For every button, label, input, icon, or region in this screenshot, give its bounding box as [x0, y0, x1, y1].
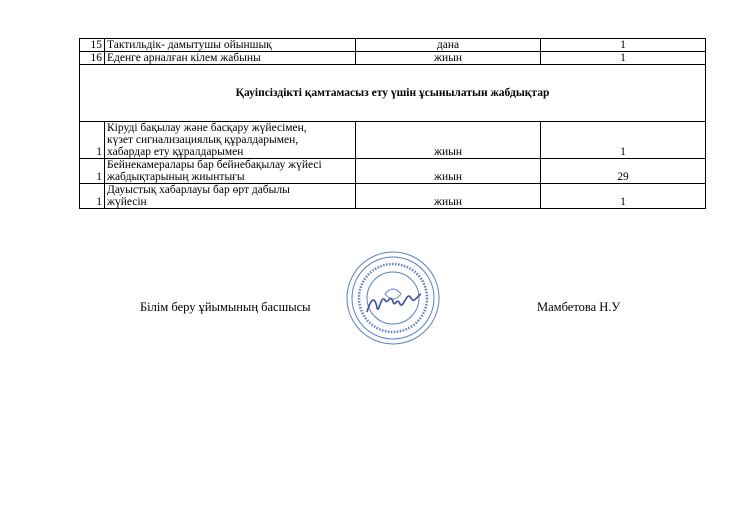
signatory-name: Мамбетова Н.У [537, 300, 621, 314]
section-title: Қауіпсіздікті қамтамасыз ету үшін ұсынылатын жабдықтар [80, 65, 706, 122]
item-name-line: Бейнекамералары бар бейнебақылау жүйесі [107, 159, 322, 171]
item-quantity: 1 [541, 184, 706, 209]
item-name-line: жабдықтарының жиынтығы [107, 171, 245, 183]
item-unit: жиын [356, 159, 541, 184]
table-row [80, 122, 706, 159]
item-unit: жиын [356, 52, 541, 65]
table-row [80, 184, 706, 209]
row-number: 1 [80, 184, 105, 209]
row-number: 1 [80, 159, 105, 184]
item-name: Еденге арналған кілем жабыны [105, 52, 356, 65]
item-name [105, 122, 356, 159]
equipment-table [79, 38, 706, 209]
item-name-line: күзет сигнализациялық құралдарымен, [107, 134, 299, 146]
signatory-position: Білім беру ұйымының басшысы [140, 300, 311, 314]
item-name [105, 184, 356, 209]
seal-outer-ring [347, 252, 439, 344]
item-quantity: 1 [541, 39, 706, 52]
item-name-line: Дауыстық хабарлауы бар өрт дабылы [107, 184, 290, 196]
item-name [105, 159, 356, 184]
row-number: 1 [80, 122, 105, 159]
official-seal-stamp [345, 250, 441, 346]
item-name-line: жүйесін [107, 196, 147, 208]
handwritten-signature [367, 294, 421, 312]
item-name: Тактильдік- дамытушы ойыншық [105, 39, 356, 52]
table-row [80, 39, 706, 52]
row-number: 16 [80, 52, 105, 65]
seal-middle-ring [352, 257, 434, 339]
seal-emblem [385, 289, 401, 299]
item-name-line: хабардар ету құралдарымен [107, 146, 244, 158]
item-unit: жиын [356, 184, 541, 209]
item-quantity: 1 [541, 52, 706, 65]
item-name-line: Кіруді бақылау және басқару жүйесімен, [107, 122, 307, 134]
item-unit: жиын [356, 122, 541, 159]
item-quantity: 1 [541, 122, 706, 159]
row-number: 15 [80, 39, 105, 52]
item-quantity: 29 [541, 159, 706, 184]
table-row [80, 159, 706, 184]
item-unit: дана [356, 39, 541, 52]
section-header-row [80, 65, 706, 122]
table-row [80, 52, 706, 65]
